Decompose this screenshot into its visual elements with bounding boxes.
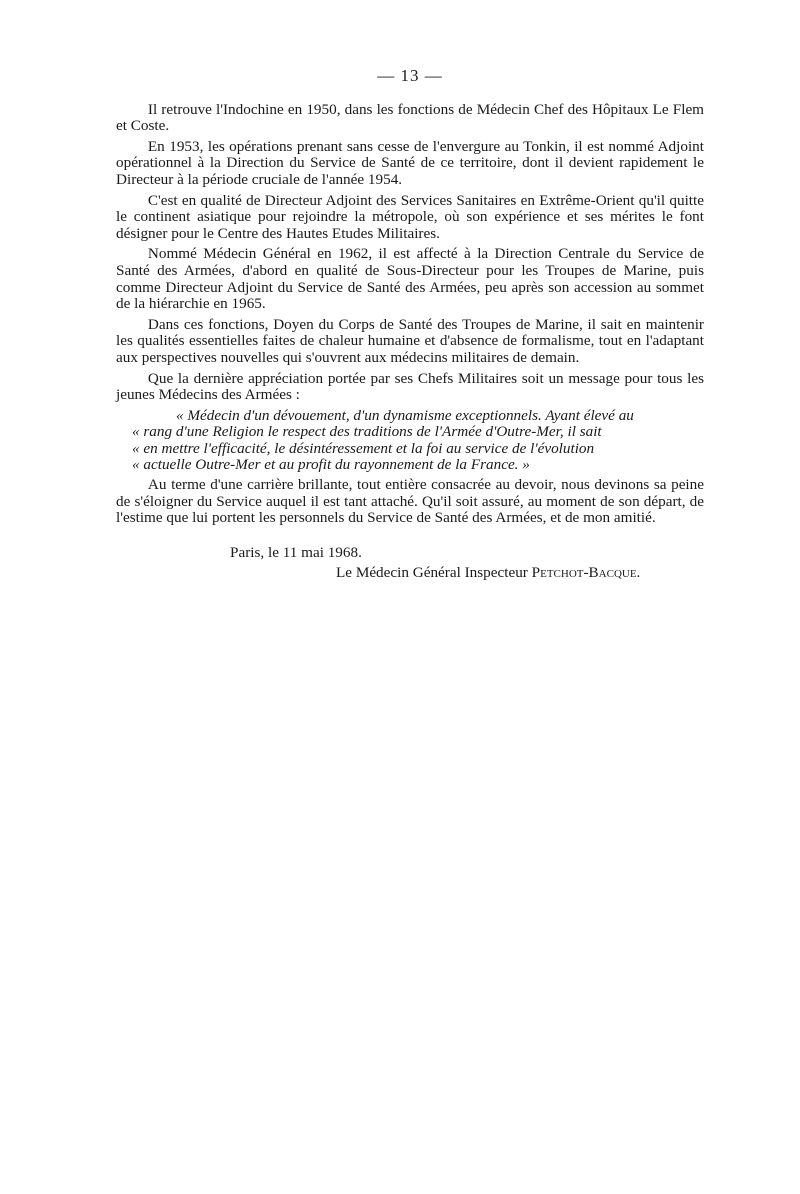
paragraph-tonkin-1953: En 1953, les opérations prenant sans cesse de l'envergure au Tonkin, il est nommé Adjoint opérationnel à la Direction du Service de Santé de ce territoire, dont il devient rapidement le Directeur à la période cruciale de l'année 1954.: [116, 137, 704, 188]
signature-block: [116, 565, 704, 582]
quote-line: « en mettre l'efficacité, le désintéressement et la foi au service de l'évolution: [132, 439, 595, 457]
page-number: — 13 —: [377, 66, 443, 85]
signature-date: Paris, le 11 mai 1968.: [230, 543, 362, 561]
quote-line: « Médecin d'un dévouement, d'un dynamisme exceptionnels. Ayant élevé au: [176, 406, 634, 424]
paragraph-indochine-1950: Il retrouve l'Indochine en 1950, dans les fonctions de Médecin Chef des Hôpitaux Le Flem et Coste.: [116, 100, 704, 135]
quote-line: « rang d'une Religion le respect des traditions de l'Armée d'Outre-Mer, il sait: [132, 423, 602, 441]
paragraph-derniere-appreciation: Que la dernière appréciation portée par ses Chefs Militaires soit un message pour tous les jeunes Médecins des Armées :: [116, 369, 704, 404]
signature-name: Petchot-Bacque.: [531, 564, 641, 582]
document-page: [116, 68, 704, 582]
signature-title: Le Médecin Général Inspecteur: [336, 564, 528, 582]
paragraph-medecin-general-1962: Nommé Médecin Général en 1962, il est affecté à la Direction Centrale du Service de Santé des Armées, d'abord en qualité de Sous-Directeur pour les Troupes de Marine, puis comme Directeur Adjoint du Service de Santé des Armées, peu après son accession au sommet de la hiérarchie en 1965.: [116, 245, 704, 313]
citation-quote: [116, 408, 704, 474]
paragraph-doyen-corps-sante: Dans ces fonctions, Doyen du Corps de Santé des Troupes de Marine, il sait en maintenir les qualités essentielles faites de chaleur humaine et d'absence de formalisme, tout en l'adaptant aux perspectives nouvelles qui s'ouvrent aux médecins militaires de demain.: [116, 315, 704, 366]
quote-line: « actuelle Outre-Mer et au profit du rayonnement de la France. »: [132, 456, 530, 474]
paragraph-closing: Au terme d'une carrière brillante, tout entière consacrée au devoir, nous devinons sa peine de s'éloigner du Service auquel il est tant attaché. Qu'il soit assuré, au moment de son départ, de l'estime que lui portent les personnels du Service de Santé des Armées, et de mon amitié.: [116, 476, 704, 527]
paragraph-extreme-orient: C'est en qualité de Directeur Adjoint des Services Sanitaires en Extrême-Orient qu'il quitte le continent asiatique pour rejoindre la métropole, où son expérience et ses mérites le font désigner pour le Centre des Hautes Etudes Militaires.: [116, 191, 704, 242]
